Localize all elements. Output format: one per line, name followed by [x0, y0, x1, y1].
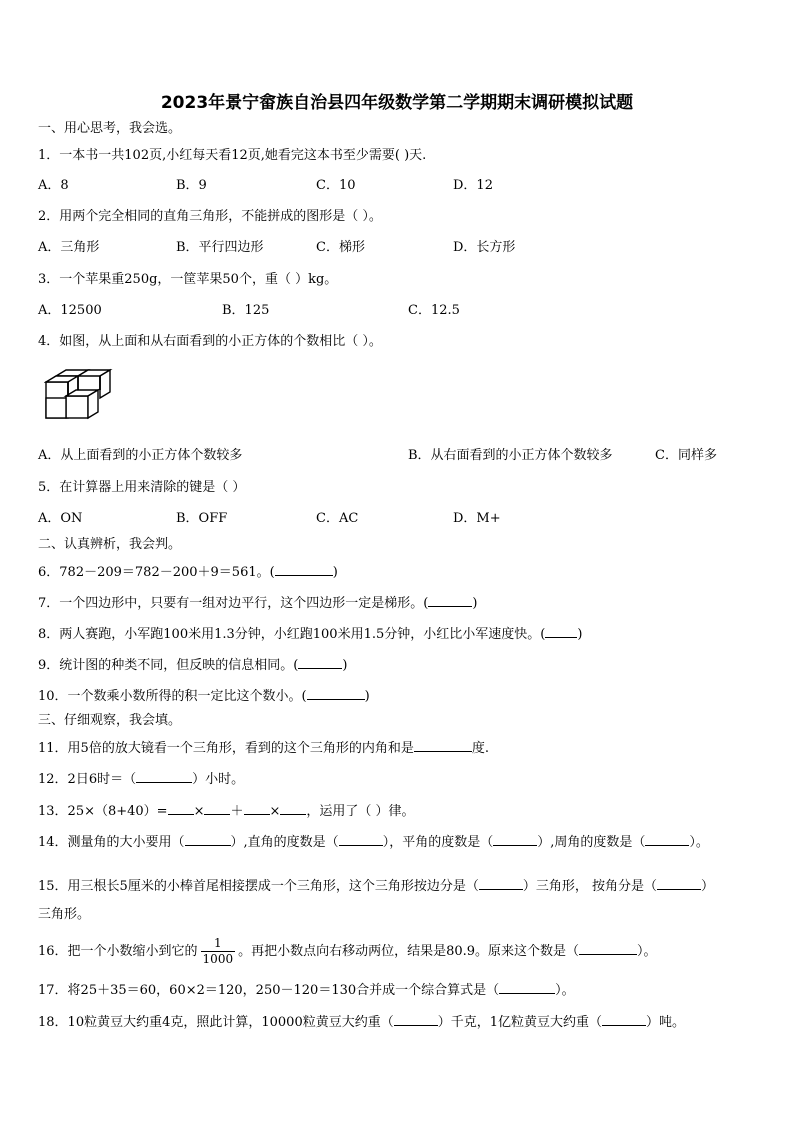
question-13	[38, 801, 415, 821]
q13-times-2: ×	[269, 804, 281, 819]
q6-text: 6．782－209＝782－200＋9＝561。(	[38, 565, 275, 580]
question-15-cont: 三角形。	[38, 907, 91, 922]
question-1: 1．一本书一共102页,小红每天看12页,她看完这本书至少需要( )天.	[38, 148, 427, 163]
q17-text-a: 17．将25＋35＝60，60×2＝120，250－120＝130合并成一个综合算式是（	[38, 983, 500, 998]
q16-fraction-denominator: 1000	[202, 952, 234, 966]
q11-text-a: 11．用5倍的放大镜看一个三角形，看到的这个三角形的内角和是	[38, 741, 414, 756]
question-8	[38, 624, 582, 644]
q15-text-a: 15．用三根长5厘米的小棒首尾相接摆成一个三角形，这个三角形按边分是（	[38, 879, 479, 894]
q11-text-b: 度.	[471, 741, 489, 756]
q15-text-b: ）三角形， 按角分是（	[522, 879, 657, 894]
q12-text-a: 12．2日6时＝（	[38, 772, 137, 787]
q2-option-d[interactable]: D．长方形	[453, 240, 516, 255]
question-7	[38, 593, 477, 613]
q5-option-c[interactable]: C．AC	[316, 511, 359, 526]
q13-times-1: ×	[193, 804, 205, 819]
question-6	[38, 562, 338, 582]
q15-blank-1[interactable]	[479, 876, 523, 890]
question-5: 5．在计算器上用来清除的键是（ ）	[38, 480, 246, 495]
q18-text-b: ）千克，1亿粒黄豆大约重（	[437, 1015, 602, 1030]
q11-answer-blank[interactable]	[414, 738, 472, 752]
q16-answer-blank[interactable]	[579, 941, 637, 955]
q6-answer-blank[interactable]	[275, 562, 333, 576]
q12-answer-blank[interactable]	[136, 769, 192, 783]
q8-close: )	[577, 627, 583, 642]
q15-blank-2[interactable]	[657, 876, 701, 890]
q4-option-a[interactable]: A．从上面看到的小正方体个数较多	[38, 448, 243, 463]
q9-close: )	[342, 658, 348, 673]
question-10	[38, 686, 370, 706]
q13-plus: ＋	[230, 804, 244, 819]
cube-figure	[44, 368, 114, 426]
q7-answer-blank[interactable]	[428, 593, 472, 607]
question-16	[38, 934, 657, 970]
q1-option-b[interactable]: B．9	[176, 178, 207, 193]
question-9	[38, 655, 347, 675]
q8-text: 8．两人赛跑，小军跑100米用1.3分钟，小红跑100米用1.5分钟，小红比小军速度快。(	[38, 627, 546, 642]
q9-answer-blank[interactable]	[298, 655, 342, 669]
section-heading-2: 二、认真辨析，我会判。	[38, 537, 182, 552]
q14-blank-1[interactable]	[185, 832, 231, 846]
q10-answer-blank[interactable]	[307, 686, 365, 700]
q13-blank-3[interactable]	[244, 801, 270, 815]
q13-blank-2[interactable]	[204, 801, 230, 815]
q18-text-a: 18．10粒黄豆大约重4克，照此计算，10000粒黄豆大约重（	[38, 1015, 394, 1030]
q1-option-a[interactable]: A．8	[38, 178, 69, 193]
q14-text-b: ）,直角的度数是（	[230, 835, 339, 850]
q16-text-b: 。再把小数点向右移动两位，结果是80.9。原来这个数是（	[238, 944, 580, 959]
q15-text-c: ）	[700, 879, 714, 894]
q2-option-c[interactable]: C．梯形	[316, 240, 365, 255]
q3-option-c[interactable]: C．12.5	[408, 303, 460, 318]
q9-text: 9．统计图的种类不同，但反映的信息相同。(	[38, 658, 299, 673]
q14-blank-3[interactable]	[493, 832, 537, 846]
question-12	[38, 769, 244, 789]
question-15	[38, 876, 714, 896]
question-18	[38, 1012, 685, 1032]
question-14	[38, 832, 709, 852]
section-heading-3: 三、仔细观察，我会填。	[38, 713, 182, 728]
page-title: 2023年景宁畲族自治县四年级数学第二学期期末调研模拟试题	[160, 93, 634, 113]
q14-text-d: ）,周角的度数是（	[537, 835, 646, 850]
q17-text-b: ）。	[555, 983, 575, 998]
q5-option-a[interactable]: A．ON	[38, 511, 83, 526]
question-11	[38, 738, 489, 758]
question-17	[38, 980, 575, 1000]
q5-option-b[interactable]: B．OFF	[176, 511, 228, 526]
q10-close: )	[364, 689, 370, 704]
q14-blank-2[interactable]	[339, 832, 383, 846]
q18-blank-2[interactable]	[602, 1012, 646, 1026]
q7-close: )	[472, 596, 478, 611]
q14-text-c: ），平角的度数是（	[382, 835, 494, 850]
q13-text-c: ，运用了（ ）律。	[306, 804, 415, 819]
question-3: 3．一个苹果重250g，一筐苹果50个，重（ ）kg。	[38, 272, 338, 287]
q16-text-a: 16．把一个小数缩小到它的	[38, 944, 198, 959]
q14-blank-4[interactable]	[645, 832, 689, 846]
q4-option-b[interactable]: B．从右面看到的小正方体个数较多	[408, 448, 613, 463]
q5-option-d[interactable]: D．M+	[453, 511, 501, 526]
q3-option-a[interactable]: A．12500	[38, 303, 102, 318]
q3-option-b[interactable]: B．125	[222, 303, 270, 318]
section-heading-1: 一、用心思考，我会选。	[38, 121, 182, 136]
q13-blank-4[interactable]	[280, 801, 306, 815]
q18-text-c: ）吨。	[646, 1015, 686, 1030]
q12-text-b: ）小时。	[192, 772, 245, 787]
q18-blank-1[interactable]	[394, 1012, 438, 1026]
question-2: 2．用两个完全相同的直角三角形，不能拼成的图形是（ ）。	[38, 209, 382, 224]
q16-text-c: ）。	[637, 944, 657, 959]
q16-fraction-numerator: 1	[214, 936, 222, 950]
q17-answer-blank[interactable]	[499, 980, 555, 994]
q13-text-a: 13．25×（8+40）=	[38, 804, 168, 819]
q7-text: 7．一个四边形中，只要有一组对边平行，这个四边形一定是梯形。(	[38, 596, 429, 611]
q4-option-c[interactable]: C．同样多	[655, 448, 717, 463]
q2-option-b[interactable]: B．平行四边形	[176, 240, 264, 255]
q13-blank-1[interactable]	[168, 801, 194, 815]
q1-option-d[interactable]: D．12	[453, 178, 493, 193]
question-4: 4．如图，从上面和从右面看到的小正方体的个数相比（ ）。	[38, 334, 382, 349]
q16-fraction	[201, 936, 236, 967]
q6-close: )	[332, 565, 338, 580]
q14-text-e: ）。	[689, 835, 709, 850]
q1-option-c[interactable]: C．10	[316, 178, 356, 193]
q10-text: 10．一个数乘小数所得的积一定比这个数小。(	[38, 689, 307, 704]
q8-answer-blank[interactable]	[545, 624, 577, 638]
q2-option-a[interactable]: A．三角形	[38, 240, 100, 255]
q14-text-a: 14．测量角的大小要用（	[38, 835, 185, 850]
